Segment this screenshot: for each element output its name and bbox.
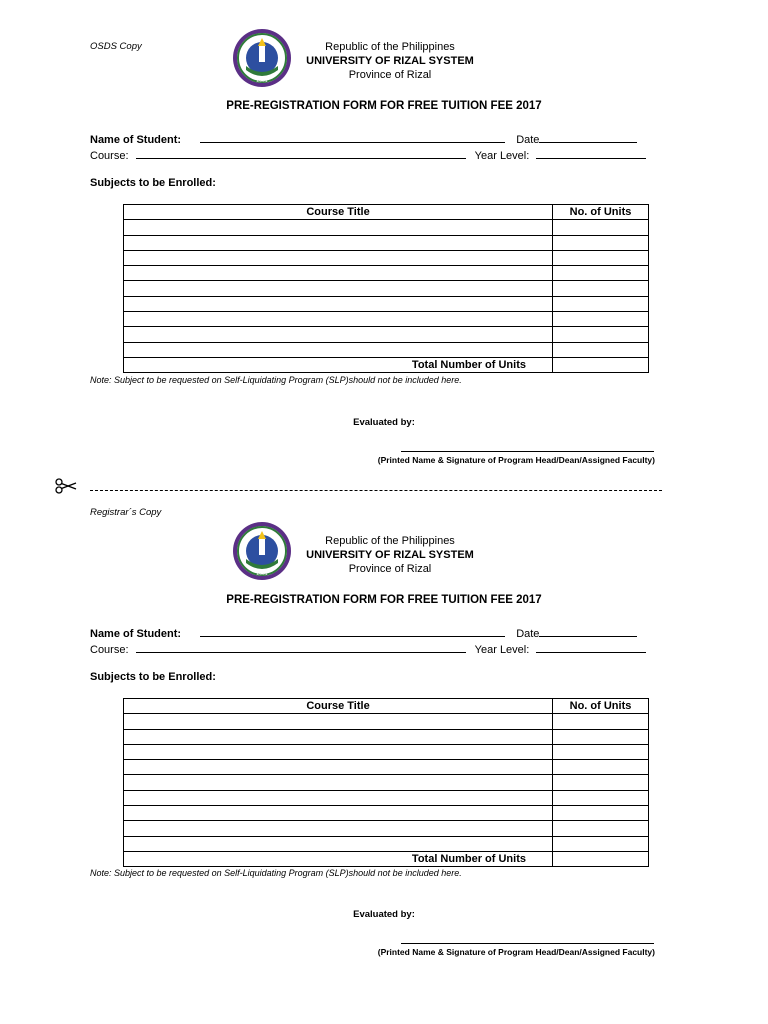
- table-header-row: [124, 205, 649, 220]
- course-title-cell[interactable]: [124, 729, 553, 744]
- letterhead: [230, 40, 550, 82]
- course-title-cell[interactable]: [124, 744, 553, 759]
- svg-text:2001: 2001: [256, 571, 268, 577]
- table-row: [124, 744, 649, 759]
- units-cell[interactable]: [553, 775, 649, 790]
- subjects-table: [123, 698, 649, 867]
- table-row: [124, 235, 649, 250]
- date-field[interactable]: [539, 132, 637, 143]
- units-header: No. of Units: [553, 205, 649, 220]
- course-title-cell[interactable]: [124, 790, 553, 805]
- letterhead: [230, 534, 550, 576]
- table-header-row: [124, 699, 649, 714]
- table-row: [124, 220, 649, 235]
- total-row: [124, 357, 649, 372]
- course-year-row: [90, 642, 660, 656]
- table-row: [124, 250, 649, 265]
- university-name: UNIVERSITY OF RIZAL SYSTEM: [306, 549, 474, 561]
- units-cell[interactable]: [553, 266, 649, 281]
- units-cell[interactable]: [553, 760, 649, 775]
- province-text: Province of Rizal: [348, 69, 432, 81]
- total-row: [124, 851, 649, 866]
- course-title-cell[interactable]: [124, 235, 553, 250]
- course-title-header: Course Title: [124, 699, 553, 714]
- date-label: Date: [516, 134, 540, 146]
- note-text: Note: Subject to be requested on Self-Liquidating Program (SLP)should not be included here.: [90, 868, 462, 878]
- table-row: [124, 266, 649, 281]
- table-row: [124, 806, 649, 821]
- course-title-cell[interactable]: [124, 821, 553, 836]
- course-title-cell[interactable]: [124, 342, 553, 357]
- evaluated-by-label: Evaluated by:: [353, 909, 415, 920]
- name-label: Name of Student:: [90, 134, 182, 146]
- course-label: Course:: [90, 644, 129, 656]
- republic-text: Republic of the Philippines: [325, 535, 455, 547]
- name-date-row: [90, 132, 660, 146]
- table-row: [124, 760, 649, 775]
- table-row: [124, 821, 649, 836]
- year-level-field[interactable]: [536, 148, 646, 159]
- table-row: [124, 714, 649, 729]
- course-title-cell[interactable]: [124, 266, 553, 281]
- total-units-cell[interactable]: [553, 357, 649, 372]
- subjects-table: [123, 204, 649, 373]
- year-level-label: Year Level:: [474, 644, 530, 656]
- course-title-cell[interactable]: [124, 775, 553, 790]
- course-field[interactable]: [136, 642, 466, 653]
- units-cell[interactable]: [553, 836, 649, 851]
- date-label: Date: [516, 628, 540, 640]
- units-cell[interactable]: [553, 806, 649, 821]
- svg-text:2001: 2001: [256, 78, 268, 84]
- table-row: [124, 312, 649, 327]
- course-title-cell[interactable]: [124, 281, 553, 296]
- signature-caption: (Printed Name & Signature of Program Head/Dean/Assigned Faculty): [377, 455, 655, 465]
- name-field[interactable]: [200, 626, 505, 637]
- course-title-cell[interactable]: [124, 327, 553, 342]
- university-name: UNIVERSITY OF RIZAL SYSTEM: [306, 55, 474, 67]
- total-units-label: Total Number of Units: [124, 357, 553, 372]
- course-field[interactable]: [136, 148, 466, 159]
- units-cell[interactable]: [553, 296, 649, 311]
- republic-text: Republic of the Philippines: [325, 41, 455, 53]
- course-title-cell[interactable]: [124, 836, 553, 851]
- date-field[interactable]: [539, 626, 637, 637]
- table-row: [124, 775, 649, 790]
- table-row: [124, 836, 649, 851]
- course-title-cell[interactable]: [124, 296, 553, 311]
- subjects-label: Subjects to be Enrolled:: [90, 671, 216, 683]
- name-date-row: [90, 626, 660, 640]
- signature-line[interactable]: [401, 451, 654, 452]
- table-row: [124, 296, 649, 311]
- units-cell[interactable]: [553, 790, 649, 805]
- signature-line[interactable]: [401, 943, 654, 944]
- units-cell[interactable]: [553, 729, 649, 744]
- units-cell[interactable]: [553, 220, 649, 235]
- units-cell[interactable]: [553, 714, 649, 729]
- copy-label: Registrar´s Copy: [90, 507, 162, 518]
- table-row: [124, 729, 649, 744]
- course-title-cell[interactable]: [124, 760, 553, 775]
- course-title-header: Course Title: [124, 205, 553, 220]
- table-row: [124, 281, 649, 296]
- table-row: [124, 327, 649, 342]
- units-cell[interactable]: [553, 342, 649, 357]
- note-text: Note: Subject to be requested on Self-Liquidating Program (SLP)should not be included here.: [90, 375, 462, 385]
- units-cell[interactable]: [553, 312, 649, 327]
- name-field[interactable]: [200, 132, 505, 143]
- year-level-field[interactable]: [536, 642, 646, 653]
- course-title-cell[interactable]: [124, 312, 553, 327]
- table-row: [124, 790, 649, 805]
- course-title-cell[interactable]: [124, 806, 553, 821]
- total-units-label: Total Number of Units: [124, 851, 553, 866]
- course-title-cell[interactable]: [124, 250, 553, 265]
- total-units-cell[interactable]: [553, 851, 649, 866]
- units-cell[interactable]: [553, 744, 649, 759]
- scissors-icon: [54, 478, 78, 494]
- course-year-row: [90, 148, 660, 162]
- units-cell[interactable]: [553, 821, 649, 836]
- name-label: Name of Student:: [90, 628, 182, 640]
- course-label: Course:: [90, 150, 129, 162]
- evaluated-by-label: Evaluated by:: [353, 417, 415, 428]
- units-cell[interactable]: [553, 281, 649, 296]
- units-cell[interactable]: [553, 327, 649, 342]
- units-header: No. of Units: [553, 699, 649, 714]
- province-text: Province of Rizal: [348, 563, 432, 575]
- units-cell[interactable]: [553, 235, 649, 250]
- form-title: PRE-REGISTRATION FORM FOR FREE TUITION FEE 2017: [226, 594, 542, 606]
- form-title: PRE-REGISTRATION FORM FOR FREE TUITION FEE 2017: [226, 100, 542, 112]
- course-title-cell[interactable]: [124, 714, 553, 729]
- cut-line: [90, 490, 662, 491]
- course-title-cell[interactable]: [124, 220, 553, 235]
- copy-label: OSDS Copy: [90, 41, 142, 52]
- signature-caption: (Printed Name & Signature of Program Head/Dean/Assigned Faculty): [377, 947, 655, 957]
- table-row: [124, 342, 649, 357]
- units-cell[interactable]: [553, 250, 649, 265]
- year-level-label: Year Level:: [474, 150, 530, 162]
- subjects-label: Subjects to be Enrolled:: [90, 177, 216, 189]
